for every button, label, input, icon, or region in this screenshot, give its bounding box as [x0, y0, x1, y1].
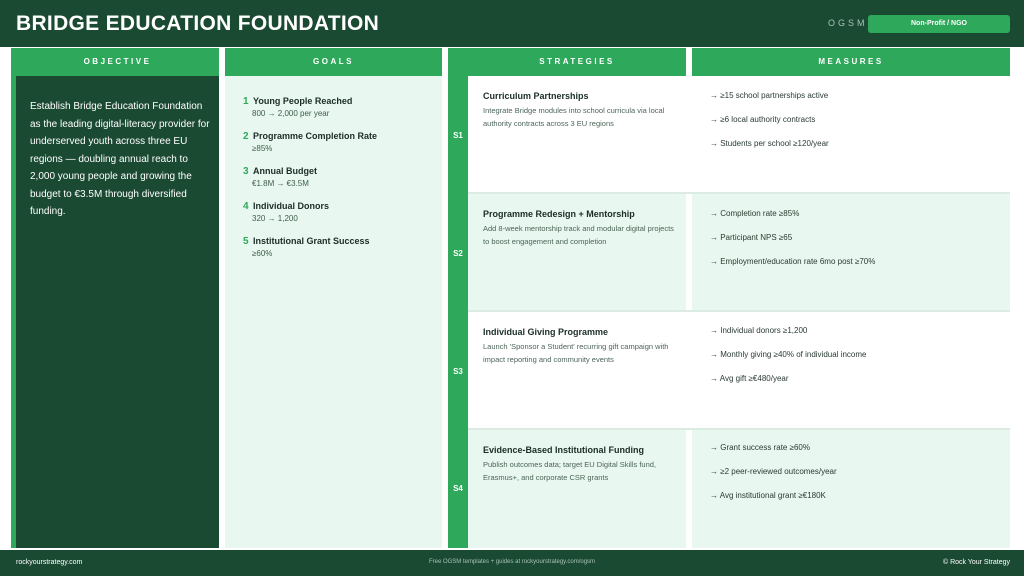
strategy-card — [468, 194, 686, 310]
goals-panel — [225, 76, 442, 548]
footer-site-link[interactable]: rockyourstrategy.com — [16, 559, 83, 566]
objective-column-header: OBJECTIVE — [16, 48, 219, 76]
strategy-description: Launch 'Sponsor a Student' recurring gift campaign with impact reporting and community events — [483, 342, 669, 364]
measure-item: → Grant success rate ≥60% — [710, 443, 810, 452]
goal-target: ≥85% — [252, 144, 273, 153]
footer-copyright: © Rock Your Strategy — [942, 559, 1010, 566]
goal-number: 1 — [243, 96, 249, 107]
strategy-code: S3 — [453, 367, 463, 376]
row-divider — [468, 192, 1010, 194]
goal-number: 5 — [243, 236, 249, 247]
strategy-card — [468, 312, 686, 428]
row-divider — [468, 428, 1010, 430]
goal-title: Annual Budget — [253, 166, 317, 176]
measure-item: → Completion rate ≥85% — [710, 209, 800, 218]
sector-badge: Non-Profit / NGO — [868, 15, 1010, 33]
measure-item: → Avg gift ≥€480/year — [710, 374, 789, 383]
measure-item: → ≥6 local authority contracts — [710, 115, 816, 124]
measure-item: → Individual donors ≥1,200 — [710, 326, 808, 335]
strategy-code: S4 — [453, 484, 463, 493]
strategy-card — [468, 430, 686, 548]
header-bar — [0, 0, 1024, 47]
strategy-code-rail — [448, 48, 468, 548]
strategy-description: Add 8-week mentorship track and modular digital projects to boost engagement and completion — [483, 224, 674, 246]
goal-target: 320 → 1,200 — [252, 214, 298, 223]
footer-bar — [0, 550, 1024, 576]
footer-note: Free OGSM templates + guides at rockyourstrategy.com/ogsm — [428, 559, 596, 565]
measure-item: → Students per school ≥120/year — [710, 139, 829, 148]
measure-item: → Participant NPS ≥65 — [710, 233, 793, 242]
strategy-description: Publish outcomes data; target EU Digital Skills fund, Erasmus+, and corporate CSR grants — [483, 460, 657, 482]
strategy-title: Programme Redesign + Mentorship — [483, 209, 635, 219]
goal-number: 2 — [243, 131, 249, 142]
goal-target: ≥60% — [252, 249, 273, 258]
goal-title: Institutional Grant Success — [253, 236, 370, 246]
strategy-card — [468, 76, 686, 192]
measures-card — [692, 430, 1010, 548]
strategy-title: Individual Giving Programme — [483, 327, 609, 337]
goal-title: Young People Reached — [253, 96, 353, 106]
goal-target: 800 → 2,000 per year — [252, 109, 330, 118]
measures-card — [692, 194, 1010, 310]
goal-number: 3 — [243, 166, 249, 177]
strategies-column-header: STRATEGIES — [468, 48, 686, 76]
strategy-title: Curriculum Partnerships — [483, 91, 589, 101]
objective-text: Establish Bridge Education Foundation as the leading digital-literacy provider for underserved youth across three EU regions — doubling annual reach to 2,000 young people and growing the budget to €3.5M through diversified funding. — [30, 101, 210, 217]
strategy-description: Integrate Bridge modules into school curricula via local authority contracts across 3 EU regions — [483, 106, 665, 128]
goal-title: Programme Completion Rate — [253, 131, 378, 141]
measure-item: → Avg institutional grant ≥€180K — [710, 491, 826, 500]
measures-card — [692, 312, 1010, 428]
measure-item: → Employment/education rate 6mo post ≥70% — [710, 257, 876, 266]
objective-panel — [16, 76, 219, 548]
goal-title: Individual Donors — [253, 201, 330, 211]
goal-target: €1.8M → €3.5M — [252, 179, 309, 188]
measure-item: → ≥2 peer-reviewed outcomes/year — [710, 467, 837, 476]
page-title: BRIDGE EDUCATION FOUNDATION — [16, 12, 380, 35]
measures-column-header: MEASURES — [692, 48, 1010, 76]
row-divider — [468, 310, 1010, 312]
ogsm-label: OGSM — [828, 18, 868, 28]
strategy-title: Evidence-Based Institutional Funding — [483, 445, 645, 455]
measures-card — [692, 76, 1010, 192]
goal-number: 4 — [243, 201, 249, 212]
strategy-code: S1 — [453, 131, 463, 140]
measure-item: → Monthly giving ≥40% of individual income — [710, 350, 867, 359]
strategy-code: S2 — [453, 249, 463, 258]
measure-item: → ≥15 school partnerships active — [710, 91, 829, 100]
goals-column-header: GOALS — [225, 48, 442, 76]
